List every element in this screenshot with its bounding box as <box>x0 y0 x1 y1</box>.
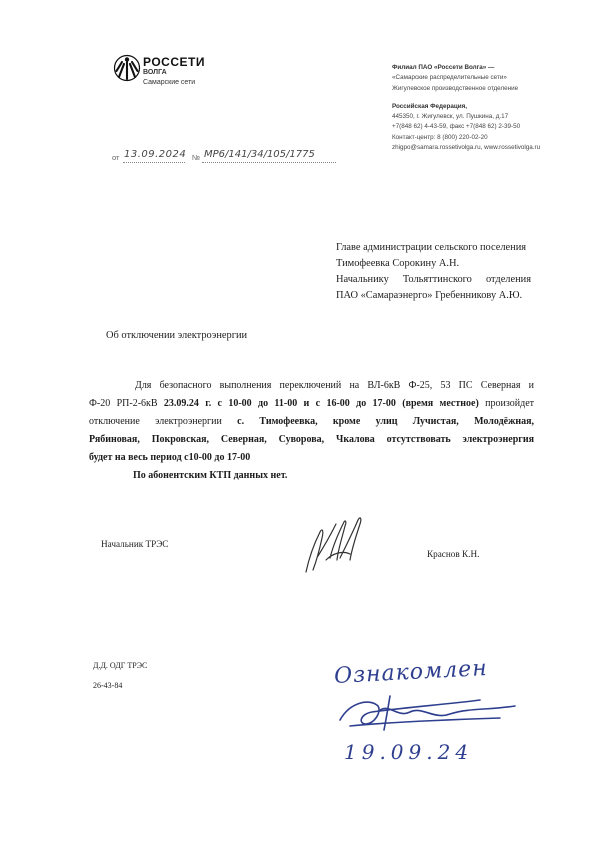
handwritten-ack-date: 19.09.24 <box>344 740 474 764</box>
logo-subtitle: Самарские сети <box>143 79 196 86</box>
signatory-name: Краснов К.Н. <box>427 549 480 559</box>
ack-signature-scribble <box>330 690 530 735</box>
registration-underline <box>202 162 336 163</box>
body-line: Для безопасного выполнения переключений на ВЛ-6кВ Ф-25, 53 ПС Северная и <box>135 380 534 391</box>
sender-line: Контакт-центр: 8 (800) 220-02-20 <box>392 133 488 141</box>
addressee-block <box>336 240 536 304</box>
logo-region: ВОЛГА <box>143 69 167 76</box>
addressee-line: ПАО «Самараэнерго» Гребенникову А.Ю. <box>336 290 523 301</box>
executor-phone: 26-43-84 <box>93 681 123 690</box>
sender-line: Жигулевское производственное отделение <box>392 84 519 92</box>
executor-block <box>93 659 147 692</box>
sender-line: zhigpo@samara.rossetivolga.ru, www.rossetivolga.ru <box>392 144 541 152</box>
letter-body <box>89 380 534 488</box>
body-line: Рябиновая, Покровская, Северная, Суворова, Чкалова отсутствовать электроэнергия <box>89 434 534 445</box>
registration-prefix: от <box>112 153 120 162</box>
registration-number: МР6/141/34/105/1775 <box>204 149 315 160</box>
registration-line <box>112 150 337 166</box>
addressee-line: Тимофеевка Сорокину А.Н. <box>336 258 460 269</box>
body-line: Ф-20 РП-2-6кВ 23.09.24 г. с 10-00 до 11-00 и с 16-00 до 17-00 (время местное) произойдет <box>89 398 535 409</box>
sender-line: Филиал ПАО «Россети Волга» — <box>392 64 495 71</box>
addressee-line: Главе администрации сельского поселения <box>336 242 527 253</box>
executor-name: Д.Д. ОДГ ТРЭС <box>93 661 148 670</box>
sender-line <box>392 94 592 102</box>
rosseti-emblem-icon <box>113 54 141 82</box>
signatory-position: Начальник ТРЭС <box>101 539 169 549</box>
logo-brand: РОССЕТИ <box>143 55 205 69</box>
sender-line: 445350, г. Жигулевск, ул. Пушкина, д.17 <box>392 113 509 121</box>
registration-underline <box>123 162 185 163</box>
letter-subject: Об отключении электроэнергии <box>106 330 248 341</box>
body-line: По абонентским КТП данных нет. <box>133 470 288 481</box>
sender-line: Российская Федерация, <box>392 102 468 110</box>
company-logo <box>113 53 233 95</box>
signature-scribble <box>300 510 380 580</box>
addressee-line: Начальнику Тольяттинского отделения <box>336 274 531 285</box>
sender-block <box>392 63 592 153</box>
sender-line: «Самарские распределительные сети» <box>392 74 507 82</box>
registration-date: 13.09.2024 <box>124 149 187 160</box>
body-line: будет на весь период с10-00 до 17-00 <box>89 452 251 463</box>
handwritten-ack <box>330 655 540 770</box>
registration-no-label: № <box>192 153 201 162</box>
handwritten-ack-text: Ознакомлен <box>333 655 489 690</box>
body-line: отключение электроэнергии с. Тимофеевка, кроме улиц Лучистая, Молодёжная, <box>89 416 534 427</box>
sender-line: +7(848 62) 4-43-59, факс +7(848 62) 2-39-50 <box>392 123 521 131</box>
